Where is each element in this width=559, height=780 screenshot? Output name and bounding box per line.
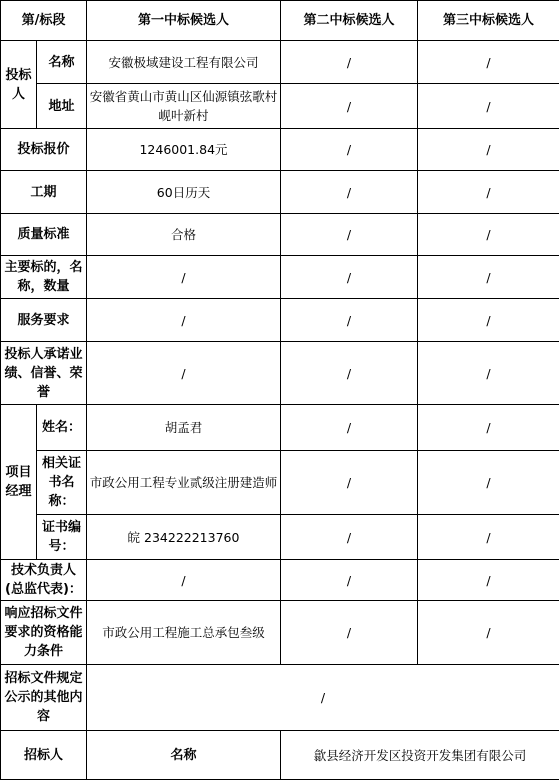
qualification-row — [1, 601, 559, 665]
bidder-name-value: 安徽极域建设工程有限公司 — [87, 41, 281, 84]
service-value: / — [87, 299, 281, 342]
price-row — [1, 129, 559, 171]
main-items-row — [1, 256, 559, 299]
main-items-second: / — [281, 256, 418, 299]
manager-cert-second: / — [281, 451, 418, 515]
commitment-row — [1, 342, 559, 405]
bidder-address-second: / — [281, 84, 418, 129]
period-second: / — [281, 171, 418, 214]
manager-cert-row — [1, 451, 559, 515]
service-second: / — [281, 299, 418, 342]
main-items-label: 主要标的，名称，数量 — [1, 256, 87, 299]
period-value: 60日历天 — [87, 171, 281, 214]
bidder-name-row — [1, 41, 559, 84]
manager-name-value: 胡孟君 — [87, 405, 281, 451]
price-label: 投标报价 — [1, 129, 87, 171]
service-third: / — [418, 299, 559, 342]
header-section: 第/标段 — [1, 1, 87, 41]
quality-value: 合格 — [87, 214, 281, 256]
other-label: 招标文件规定公示的其他内容 — [1, 665, 87, 731]
manager-cert-value: 市政公用工程专业贰级注册建造师 — [87, 451, 281, 515]
manager-cert-no-value: 皖 234222213760 — [87, 515, 281, 560]
manager-name-third: / — [418, 405, 559, 451]
manager-cert-label: 相关证书名称： — [37, 451, 87, 515]
bidder-address-value: 安徽省黄山市黄山区仙源镇弦歌村岘叶新村 — [87, 84, 281, 129]
header-row — [1, 1, 559, 41]
manager-cert-no-label: 证书编号： — [37, 515, 87, 560]
header-first-candidate: 第一中标候选人 — [87, 1, 281, 41]
bidder-address-label: 地址 — [37, 84, 87, 129]
tenderer-row — [1, 731, 559, 780]
manager-name-second: / — [281, 405, 418, 451]
period-third: / — [418, 171, 559, 214]
tech-third: / — [418, 560, 559, 601]
bidder-label: 投标人 — [1, 41, 37, 129]
bidder-address-row — [1, 84, 559, 129]
price-third: / — [418, 129, 559, 171]
bidder-address-third: / — [418, 84, 559, 129]
quality-second: / — [281, 214, 418, 256]
other-row — [1, 665, 559, 731]
manager-cert-no-second: / — [281, 515, 418, 560]
quality-row — [1, 214, 559, 256]
manager-name-label: 姓名： — [37, 405, 87, 451]
bidder-name-label: 名称 — [37, 41, 87, 84]
main-items-third: / — [418, 256, 559, 299]
qualification-value: 市政公用工程施工总承包叁级 — [87, 601, 281, 665]
manager-name-row — [1, 405, 559, 451]
other-value: / — [87, 665, 559, 731]
tech-label: 技术负责人(总监代表)： — [1, 560, 87, 601]
service-row — [1, 299, 559, 342]
tech-second: / — [281, 560, 418, 601]
manager-label: 项目经理 — [1, 405, 37, 560]
period-row — [1, 171, 559, 214]
bidder-name-third: / — [418, 41, 559, 84]
main-items-value: / — [87, 256, 281, 299]
manager-cert-no-row — [1, 515, 559, 560]
commitment-value: / — [87, 342, 281, 405]
manager-cert-no-third: / — [418, 515, 559, 560]
commitment-label: 投标人承诺业绩、信誉、荣誉 — [1, 342, 87, 405]
period-label: 工期 — [1, 171, 87, 214]
commitment-second: / — [281, 342, 418, 405]
quality-label: 质量标准 — [1, 214, 87, 256]
commitment-third: / — [418, 342, 559, 405]
tenderer-name-value: 歙县经济开发区投资开发集团有限公司 — [281, 731, 559, 780]
price-value: 1246001.84元 — [87, 129, 281, 171]
tenderer-name-label: 名称 — [87, 731, 281, 780]
price-second: / — [281, 129, 418, 171]
qualification-label: 响应招标文件要求的资格能力条件 — [1, 601, 87, 665]
service-label: 服务要求 — [1, 299, 87, 342]
qualification-second: / — [281, 601, 418, 665]
bidder-name-second: / — [281, 41, 418, 84]
header-third-candidate: 第三中标候选人 — [418, 1, 559, 41]
manager-cert-third: / — [418, 451, 559, 515]
qualification-third: / — [418, 601, 559, 665]
header-second-candidate: 第二中标候选人 — [281, 1, 418, 41]
quality-third: / — [418, 214, 559, 256]
tech-row — [1, 560, 559, 601]
tenderer-label: 招标人 — [1, 731, 87, 780]
tech-value: / — [87, 560, 281, 601]
